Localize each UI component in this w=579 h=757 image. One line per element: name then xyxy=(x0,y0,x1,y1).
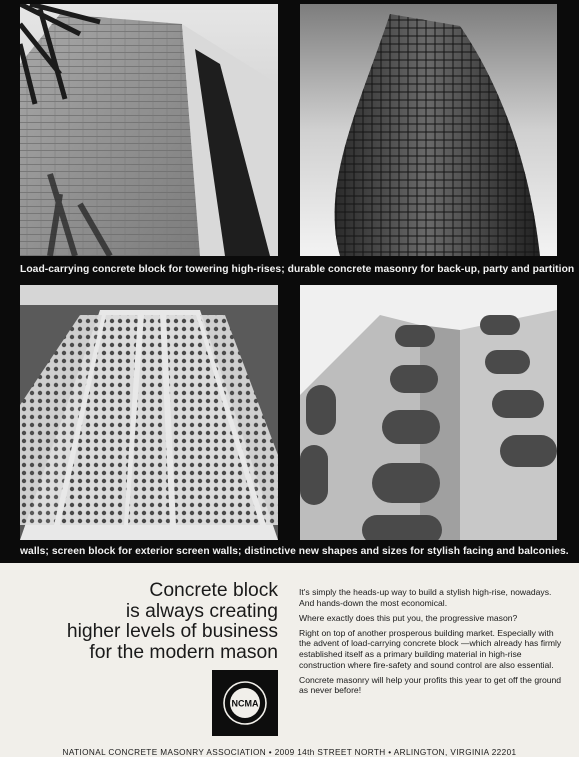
photo-block-highrise xyxy=(20,4,278,256)
headline-line: for the modern mason xyxy=(89,641,278,663)
headline-line: Concrete block xyxy=(149,580,278,601)
body-paragraph: Right on top of another prosperous building market. Especially with the advent of load-carrying concrete block —which already has firmly established itself as a primary building material in high-rise construction where fire-safety and sound control are also essential. xyxy=(299,627,562,670)
caption-line-1: Load-carrying concrete block for towering high-rises; durable concrete masonry for back-up, party and partition xyxy=(20,264,575,275)
headline-line: is always creating xyxy=(125,600,278,622)
body-copy xyxy=(299,587,564,700)
body-paragraph: It's simply the heads-up way to build a stylish high-rise, nowadays. And hands-down the most economical. xyxy=(299,587,552,608)
body-paragraph: Where exactly does this put you, the progressive mason? xyxy=(299,612,518,623)
footer-address: NATIONAL CONCRETE MASONRY ASSOCIATION • 2009 14th STREET NORTH • ARLINGTON, VIRGINIA 22201 xyxy=(62,748,517,757)
ncma-logo xyxy=(212,670,278,736)
photo-curved-tower xyxy=(300,4,557,256)
headline-line: higher levels of business xyxy=(66,621,278,642)
logo-text: NCMA xyxy=(231,698,259,709)
ncma-seal-icon xyxy=(222,680,268,726)
headline xyxy=(8,581,278,663)
photo-balconies xyxy=(300,285,557,540)
photo-screen-block xyxy=(20,285,278,540)
caption-line-2: walls; screen block for exterior screen walls; distinctive new shapes and sizes for stylish facing and balconies. xyxy=(20,546,569,557)
body-paragraph: Concrete masonry will help your profits this year to get off the ground as never before! xyxy=(299,674,562,696)
